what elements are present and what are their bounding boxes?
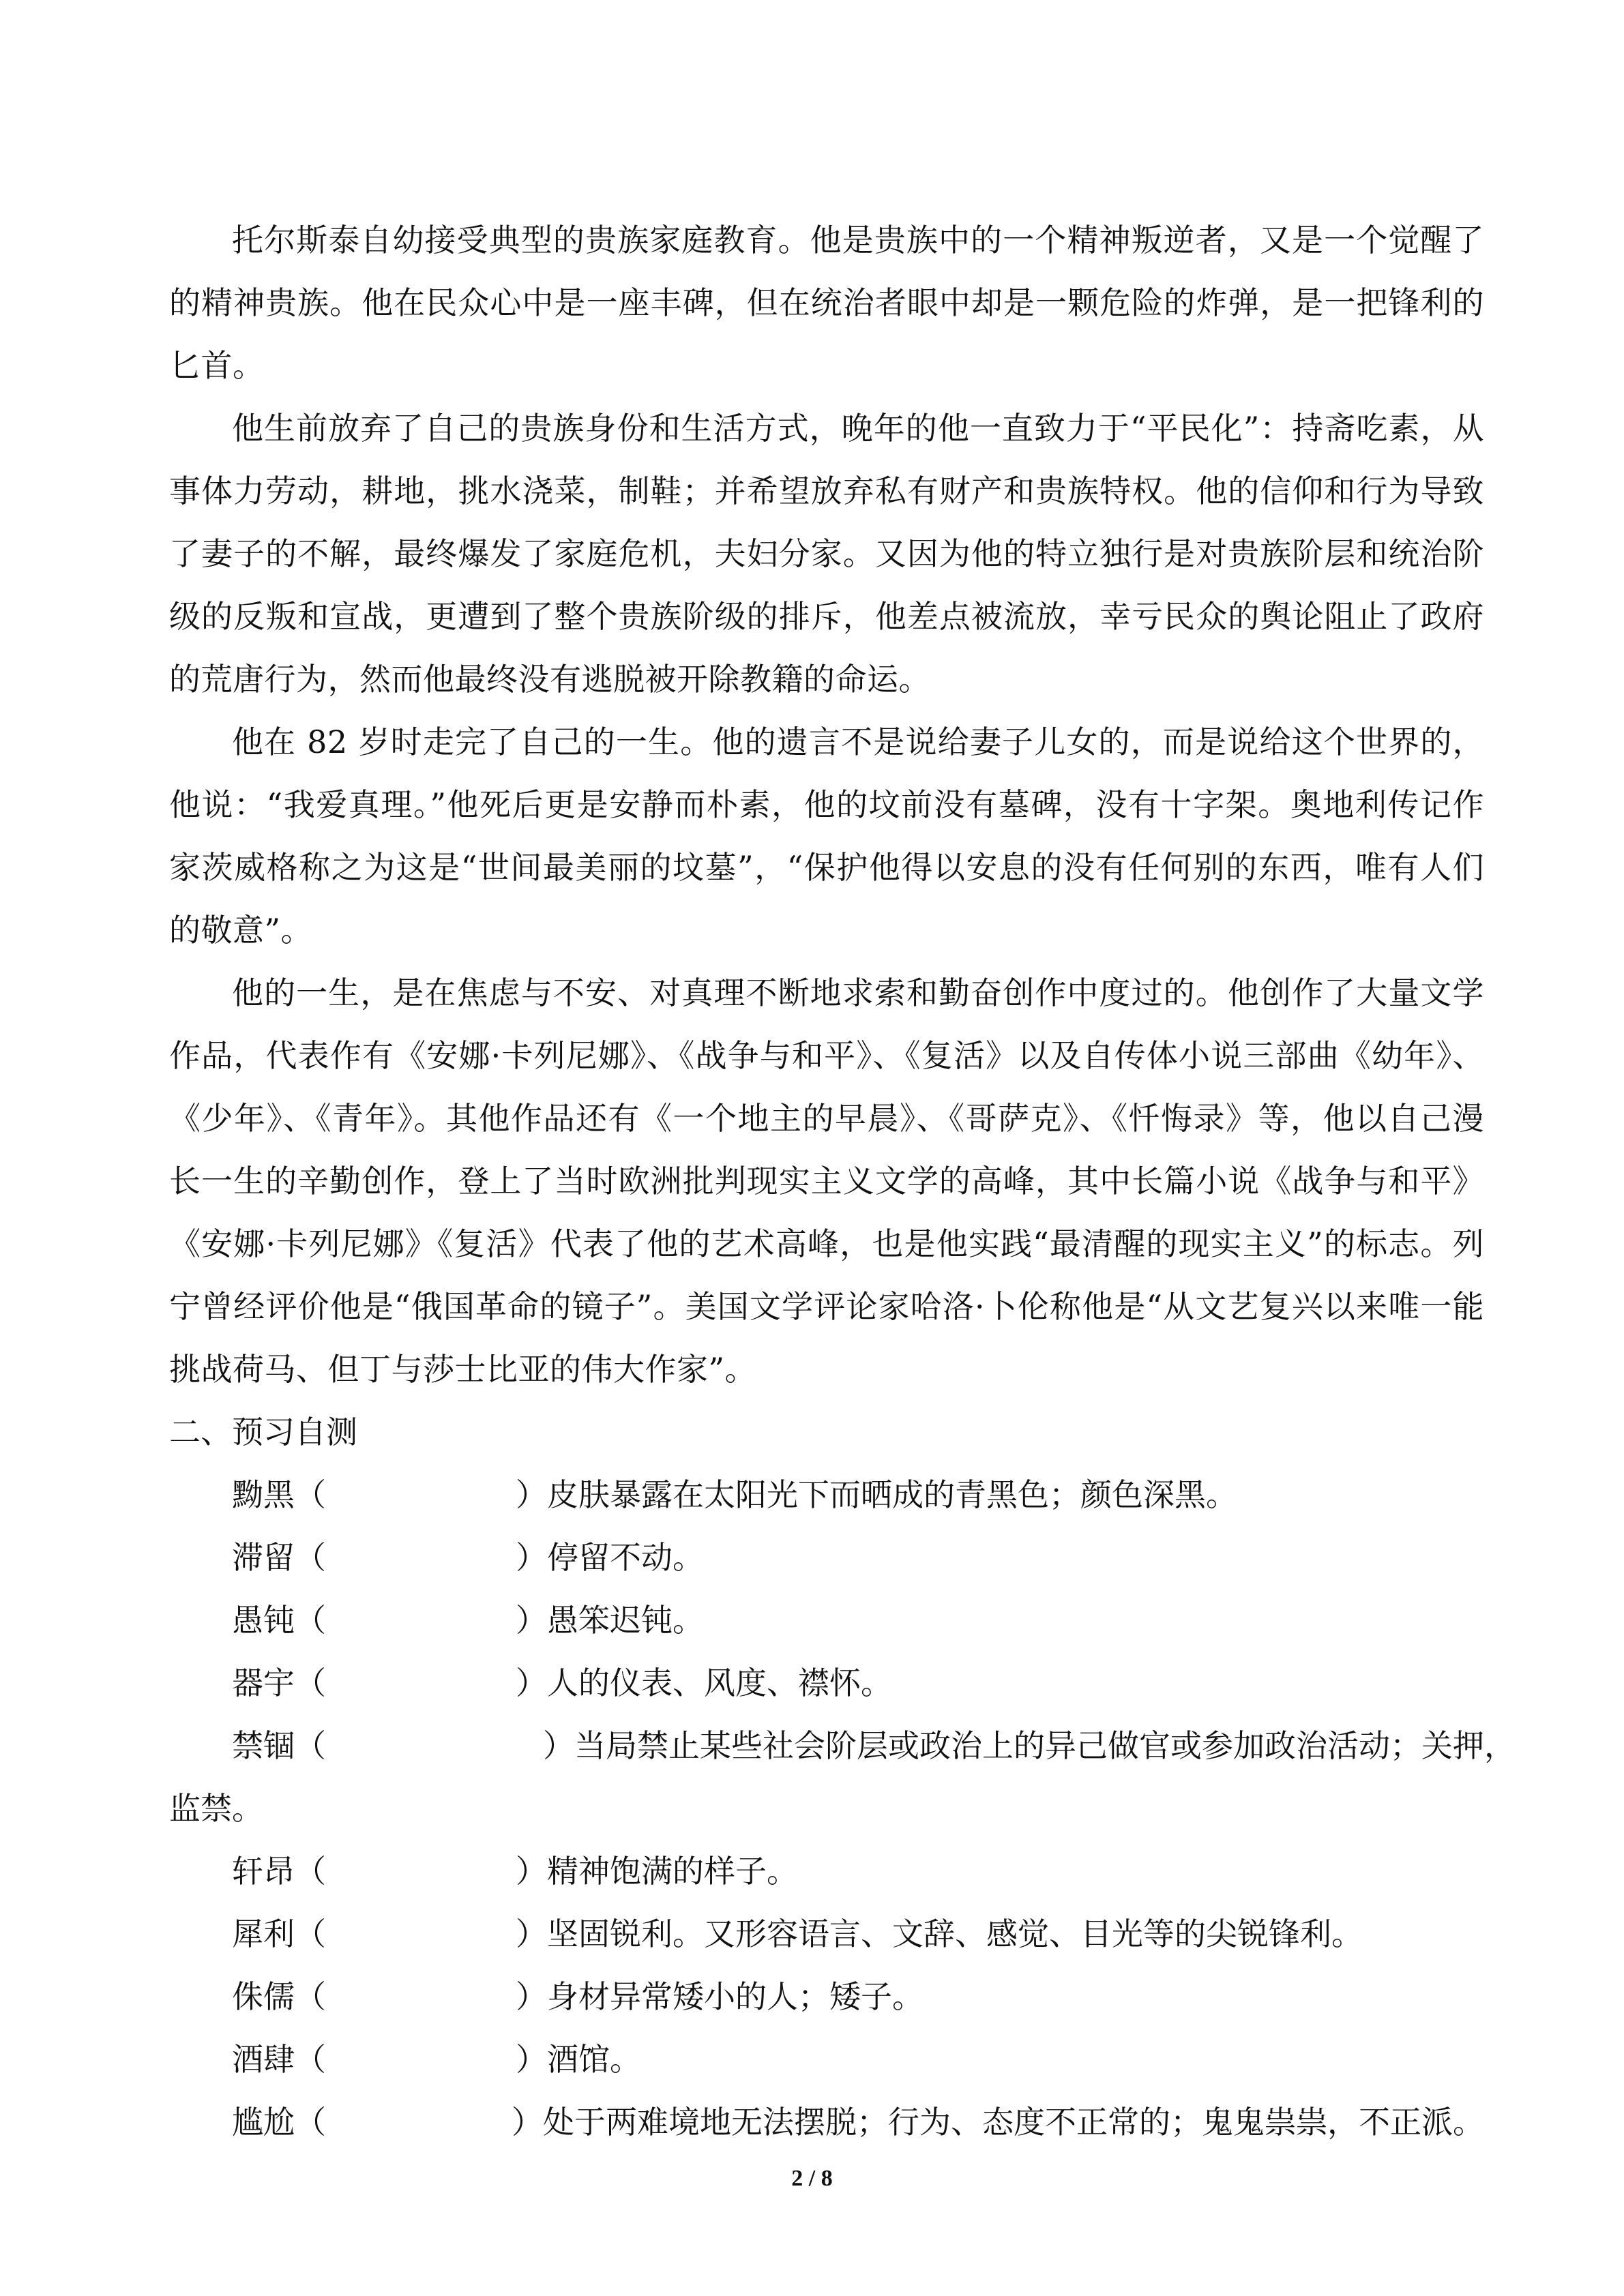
vocab-word: 轩昂（ bbox=[232, 1853, 326, 1890]
vocab-item bbox=[169, 1903, 1484, 1965]
vocab-definition: 愚笨迟钝。 bbox=[547, 1602, 704, 1639]
vocab-word: 尴尬（ bbox=[232, 2104, 326, 2141]
vocab-close-paren: ） bbox=[516, 1602, 547, 1639]
vocab-definition: 人的仪表、风度、襟怀。 bbox=[547, 1665, 892, 1701]
vocab-close-paren: ） bbox=[516, 1853, 547, 1890]
answer-blank[interactable] bbox=[326, 1840, 516, 1903]
vocab-item bbox=[169, 1965, 1484, 2028]
vocab-word: 愚钝（ bbox=[232, 1602, 326, 1639]
vocab-close-paren: ） bbox=[512, 2104, 543, 2141]
vocab-word: 酒肆（ bbox=[232, 2041, 326, 2078]
vocab-close-paren: ） bbox=[543, 1727, 574, 1764]
page-number: 2 / 8 bbox=[791, 2166, 833, 2191]
vocab-definition: 停留不动。 bbox=[547, 1539, 704, 1576]
answer-blank[interactable] bbox=[326, 1526, 516, 1589]
vocab-word: 犀利（ bbox=[232, 1915, 326, 1952]
vocab-close-paren: ） bbox=[516, 1915, 547, 1952]
paragraph-3: 他在 82 岁时走完了自己的一生。他的遗言不是说给妻子儿女的，而是说给这个世界的，他说：“我爱真理。”他死后更是安静而朴素，他的坟前没有墓碑，没有十字架。奥地利传记作家茨威格称之为这是“世间最美丽的坟墓”，“保护他得以安息的没有任何别的东西，唯有人们的敬意”。 bbox=[169, 724, 1484, 949]
answer-blank[interactable] bbox=[326, 2091, 512, 2153]
answer-blank[interactable] bbox=[326, 2028, 516, 2091]
vocab-item bbox=[169, 1463, 1484, 1526]
vocab-close-paren: ） bbox=[516, 1539, 547, 1576]
vocab-definition: 身材异常矮小的人；矮子。 bbox=[547, 1978, 924, 2015]
vocab-definition: 坚固锐利。又形容语言、文辞、感觉、目光等的尖锐锋利。 bbox=[547, 1915, 1363, 1952]
vocab-item bbox=[169, 1840, 1484, 1903]
paragraph-4: 他的一生，是在焦虑与不安、对真理不断地求索和勤奋创作中度过的。他创作了大量文学作品，代表作有《安娜·卡列尼娜》、《战争与和平》、《复活》以及自传体小说三部曲《幼年》、《少年》、《青年》。其他作品还有《一个地主的早晨》、《哥萨克》、《忏悔录》等，他以自己漫长一生的辛勤创作，登上了当时欧洲批判现实主义文学的高峰，其中长篇小说《战争与和平》《安娜·卡列尼娜》《复活》代表了他的艺术高峰，也是他实践“最清醒的现实主义”的标志。列宁曾经评价他是“俄国革命的镜子”。美国文学评论家哈洛·卜伦称他是“从文艺复兴以来唯一能挑战荷马、但丁与莎士比亚的伟大作家”。 bbox=[169, 974, 1484, 1388]
vocab-item bbox=[169, 2091, 1484, 2153]
vocab-definition: 当局禁止某些社会阶层或政治上的异己做官或参加政治活动；关押， bbox=[574, 1727, 1516, 1764]
vocab-item bbox=[169, 1714, 1516, 1840]
vocab-word: 器宇（ bbox=[232, 1665, 326, 1701]
vocab-close-paren: ） bbox=[516, 1665, 547, 1701]
vocab-item bbox=[169, 1652, 1484, 1714]
vocab-close-paren: ） bbox=[516, 1476, 547, 1513]
answer-blank[interactable] bbox=[326, 1652, 516, 1714]
answer-blank[interactable] bbox=[326, 1903, 516, 1965]
vocab-item bbox=[169, 2028, 1484, 2091]
answer-blank[interactable] bbox=[326, 1965, 516, 2028]
answer-blank[interactable] bbox=[326, 1589, 516, 1652]
page-content bbox=[169, 209, 1516, 2153]
section-heading: 二、预习自测 bbox=[169, 1414, 357, 1450]
paragraph-2: 他生前放弃了自己的贵族身份和生活方式，晚年的他一直致力于“平民化”：持斋吃素，从事体力劳动，耕地，挑水浇菜，制鞋；并希望放弃私有财产和贵族特权。他的信仰和行为导致了妻子的不解，最终爆发了家庭危机，夫妇分家。又因为他的特立独行是对贵族阶层和统治阶级的反叛和宣战，更遭到了整个贵族阶级的排斥，他差点被流放，幸亏民众的舆论阻止了政府的荒唐行为，然而他最终没有逃脱被开除教籍的命运。 bbox=[169, 410, 1484, 698]
vocab-item bbox=[169, 1526, 1484, 1589]
paragraph-1: 托尔斯泰自幼接受典型的贵族家庭教育。他是贵族中的一个精神叛逆者，又是一个觉醒了的精神贵族。他在民众心中是一座丰碑，但在统治者眼中却是一颗危险的炸弹，是一把锋利的匕首。 bbox=[169, 222, 1484, 384]
vocab-definition: 精神饱满的样子。 bbox=[547, 1853, 798, 1890]
vocab-word: 黝黑（ bbox=[232, 1476, 326, 1513]
vocab-word: 滞留（ bbox=[232, 1539, 326, 1576]
vocab-item bbox=[169, 1589, 1484, 1652]
vocab-word: 侏儒（ bbox=[232, 1978, 326, 2015]
vocab-close-paren: ） bbox=[516, 2041, 547, 2078]
vocab-definition: 酒馆。 bbox=[547, 2041, 641, 2078]
vocab-definition: 皮肤暴露在太阳光下而晒成的青黑色；颜色深黑。 bbox=[547, 1476, 1237, 1513]
vocab-definition: 处于两难境地无法摆脱；行为、态度不正常的；鬼鬼祟祟，不正派。 bbox=[543, 2104, 1484, 2141]
vocab-close-paren: ） bbox=[516, 1978, 547, 2015]
answer-blank[interactable] bbox=[326, 1463, 516, 1526]
vocab-word: 禁锢（ bbox=[232, 1727, 326, 1764]
vocab-definition-continuation: 监禁。 bbox=[169, 1790, 263, 1827]
